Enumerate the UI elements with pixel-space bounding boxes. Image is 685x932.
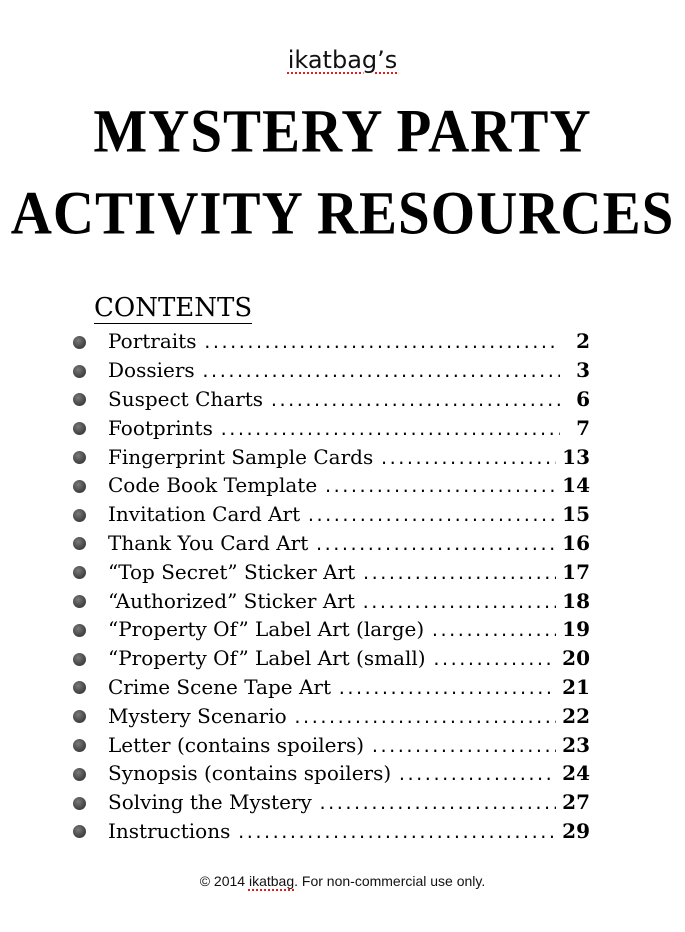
bullet-icon xyxy=(73,537,86,550)
copyright-suffix: . For non-commercial use only. xyxy=(294,873,486,889)
bullet-icon xyxy=(73,509,86,522)
bullet-icon xyxy=(73,566,86,579)
bullet-icon xyxy=(73,710,86,723)
bullet-icon xyxy=(73,825,86,838)
dot-leader xyxy=(370,734,556,760)
toc-item xyxy=(70,443,590,472)
toc-item-label: Suspect Charts xyxy=(108,386,264,411)
page-title-line-2: ACTIVITY RESOURCES xyxy=(10,179,675,248)
toc-item xyxy=(70,818,590,847)
dot-leader xyxy=(361,561,556,587)
toc-item-page: 22 xyxy=(562,703,590,728)
dot-leader xyxy=(306,503,556,529)
toc-item xyxy=(70,789,590,818)
toc-item-page: 15 xyxy=(562,502,590,527)
toc-item-page: 17 xyxy=(562,559,590,584)
toc-item-page: 20 xyxy=(562,646,590,671)
toc-item xyxy=(70,616,590,645)
toc-item-page: 6 xyxy=(576,386,590,411)
dot-leader xyxy=(397,762,556,788)
bullet-icon xyxy=(73,681,86,694)
toc-item xyxy=(70,731,590,760)
bullet-icon xyxy=(73,480,86,493)
dot-leader xyxy=(201,359,560,385)
author-name: ikatbag’s xyxy=(287,46,398,74)
toc-item-label: “Authorized” Sticker Art xyxy=(108,588,355,613)
dot-leader xyxy=(323,474,556,500)
toc-item xyxy=(70,674,590,703)
dot-leader xyxy=(314,532,556,558)
bullet-icon xyxy=(73,739,86,752)
dot-leader xyxy=(430,618,556,644)
toc-item-page: 27 xyxy=(562,790,590,815)
bullet-icon xyxy=(73,595,86,608)
contents-heading: CONTENTS xyxy=(94,293,253,323)
dot-leader xyxy=(318,791,556,817)
toc-item-label: Crime Scene Tape Art xyxy=(108,674,331,699)
toc-item-page: 18 xyxy=(562,588,590,613)
toc-item-label: Letter (contains spoilers) xyxy=(108,732,365,757)
table-of-contents xyxy=(70,328,590,846)
bullet-icon xyxy=(73,451,86,464)
bullet-icon xyxy=(73,624,86,637)
dot-leader xyxy=(432,647,557,673)
toc-item-label: Portraits xyxy=(108,329,197,354)
dot-leader xyxy=(202,330,560,356)
toc-item-page: 23 xyxy=(562,732,590,757)
bullet-icon xyxy=(73,768,86,781)
toc-item xyxy=(70,386,590,415)
toc-item-label: Footprints xyxy=(108,415,213,440)
dot-leader xyxy=(236,820,556,846)
toc-item-label: Code Book Template xyxy=(108,473,318,498)
toc-item-label: Mystery Scenario xyxy=(108,703,287,728)
toc-item xyxy=(70,760,590,789)
dot-leader xyxy=(379,446,556,472)
dot-leader xyxy=(293,705,556,731)
toc-item xyxy=(70,414,590,443)
dot-leader xyxy=(361,590,556,616)
author-byline xyxy=(0,44,685,76)
toc-item-label: Instructions xyxy=(108,818,231,843)
toc-item-page: 7 xyxy=(576,415,590,440)
toc-item-page: 3 xyxy=(576,358,590,383)
toc-item xyxy=(70,530,590,559)
toc-item-label: “Property Of” Label Art (large) xyxy=(108,617,425,642)
toc-item-label: Invitation Card Art xyxy=(108,502,301,527)
dot-leader xyxy=(337,676,556,702)
bullet-icon xyxy=(73,422,86,435)
bullet-icon xyxy=(73,797,86,810)
bullet-icon xyxy=(73,393,86,406)
toc-item xyxy=(70,328,590,357)
copyright-brand: ikatbag xyxy=(248,873,295,889)
dot-leader xyxy=(269,388,560,414)
bullet-icon xyxy=(73,365,86,378)
toc-item-label: Dossiers xyxy=(108,358,195,383)
toc-item-page: 13 xyxy=(562,444,590,469)
toc-item-label: Fingerprint Sample Cards xyxy=(108,444,374,469)
toc-item-page: 16 xyxy=(562,530,590,555)
toc-item xyxy=(70,357,590,386)
toc-item xyxy=(70,558,590,587)
toc-item xyxy=(70,501,590,530)
toc-item-label: Solving the Mystery xyxy=(108,790,312,815)
toc-item xyxy=(70,702,590,731)
bullet-icon xyxy=(73,336,86,349)
toc-item xyxy=(70,472,590,501)
toc-item-page: 14 xyxy=(562,473,590,498)
copyright-prefix: © 2014 xyxy=(199,873,249,889)
copyright-footer xyxy=(0,872,685,890)
toc-item-page: 2 xyxy=(576,329,590,354)
bullet-icon xyxy=(73,653,86,666)
toc-item xyxy=(70,587,590,616)
dot-leader xyxy=(219,417,560,443)
toc-item-label: “Property Of” Label Art (small) xyxy=(108,646,426,671)
toc-item-label: Thank You Card Art xyxy=(108,530,309,555)
toc-item-label: Synopsis (contains spoilers) xyxy=(108,761,392,786)
toc-item xyxy=(70,645,590,674)
toc-item-page: 21 xyxy=(562,674,590,699)
toc-item-page: 19 xyxy=(562,617,590,642)
toc-item-label: “Top Secret” Sticker Art xyxy=(108,559,356,584)
toc-item-page: 24 xyxy=(562,761,590,786)
toc-item-page: 29 xyxy=(562,818,590,843)
page-title-line-1: MYSTERY PARTY xyxy=(93,97,592,166)
